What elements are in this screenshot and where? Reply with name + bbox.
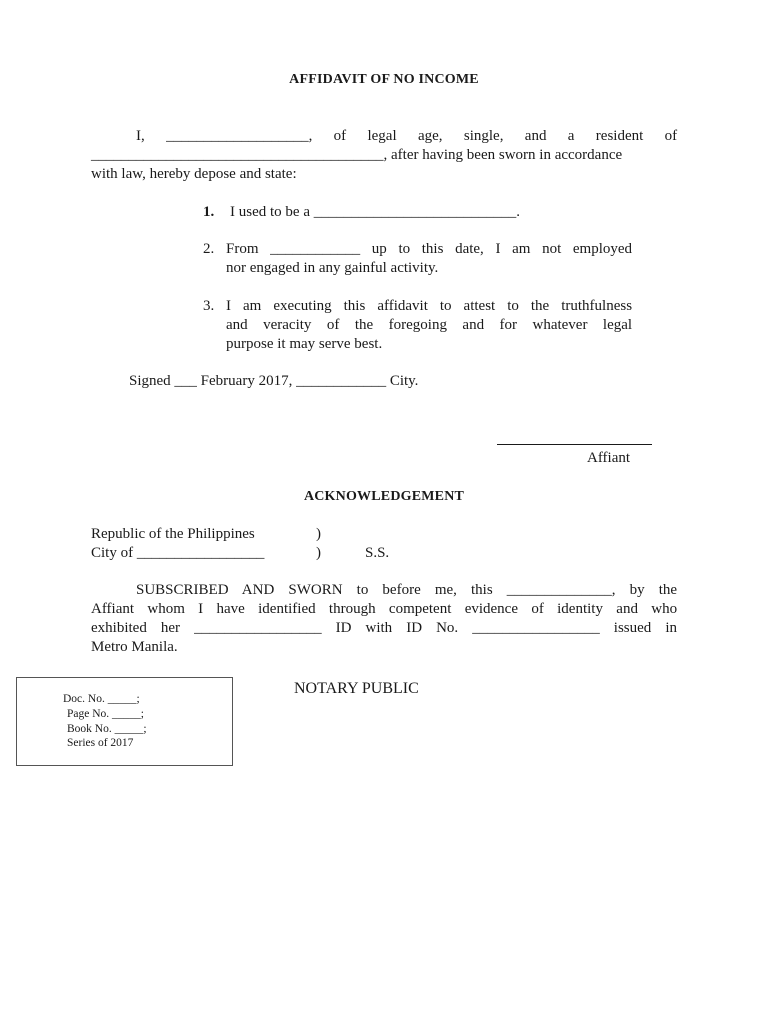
venue-republic: Republic of the Philippines bbox=[91, 526, 255, 542]
intro-line-1: I, ___________________, of legal age, single, and a resident of bbox=[136, 128, 678, 144]
item-1-number: 1. bbox=[203, 204, 215, 220]
doc-no: Doc. No. _____; bbox=[63, 693, 140, 705]
notary-public-label: NOTARY PUBLIC bbox=[294, 680, 419, 697]
notarial-register-box bbox=[16, 677, 233, 766]
venue-paren-2: ) bbox=[316, 545, 321, 561]
affiant-label: Affiant bbox=[587, 450, 631, 466]
intro-line-2: _______________________________________, after having been sworn in accordance bbox=[91, 147, 623, 163]
item-2-line-2: nor engaged in any gainful activity. bbox=[226, 260, 439, 276]
venue-city: City of _________________ bbox=[91, 545, 265, 561]
item-3-number: 3. bbox=[203, 298, 215, 314]
page-no: Page No. _____; bbox=[67, 708, 144, 720]
book-no: Book No. _____; bbox=[67, 723, 147, 735]
acknowledgement-heading: ACKNOWLEDGEMENT bbox=[303, 489, 465, 504]
ack-body-line-4: Metro Manila. bbox=[91, 639, 178, 655]
item-2-line-1: From ____________ up to this date, I am not employed bbox=[226, 241, 633, 257]
signed-line: Signed ___ February 2017, ____________ City. bbox=[129, 373, 419, 389]
ack-body-line-3: exhibited her _________________ ID with ID No. _________________ issued in bbox=[91, 620, 677, 636]
item-3-line-2: and veracity of the foregoing and for whatever legal bbox=[226, 317, 633, 333]
venue-paren-1: ) bbox=[316, 526, 321, 542]
venue-ss: S.S. bbox=[365, 545, 390, 561]
ack-body-line-2: Affiant whom I have identified through competent evidence of identity and who bbox=[91, 601, 678, 617]
series: Series of 2017 bbox=[67, 737, 134, 749]
item-2-number: 2. bbox=[203, 241, 215, 257]
item-1-text: I used to be a ___________________________. bbox=[230, 204, 520, 220]
affiant-signature-line bbox=[497, 428, 652, 445]
document-title: AFFIDAVIT OF NO INCOME bbox=[289, 72, 479, 87]
ack-body-line-1: SUBSCRIBED AND SWORN to before me, this ______________, by the bbox=[136, 582, 678, 598]
intro-line-3: with law, hereby depose and state: bbox=[91, 166, 297, 182]
item-3-line-3: purpose it may serve best. bbox=[226, 336, 383, 352]
item-3-line-1: I am executing this affidavit to attest to the truthfulness bbox=[226, 298, 633, 314]
